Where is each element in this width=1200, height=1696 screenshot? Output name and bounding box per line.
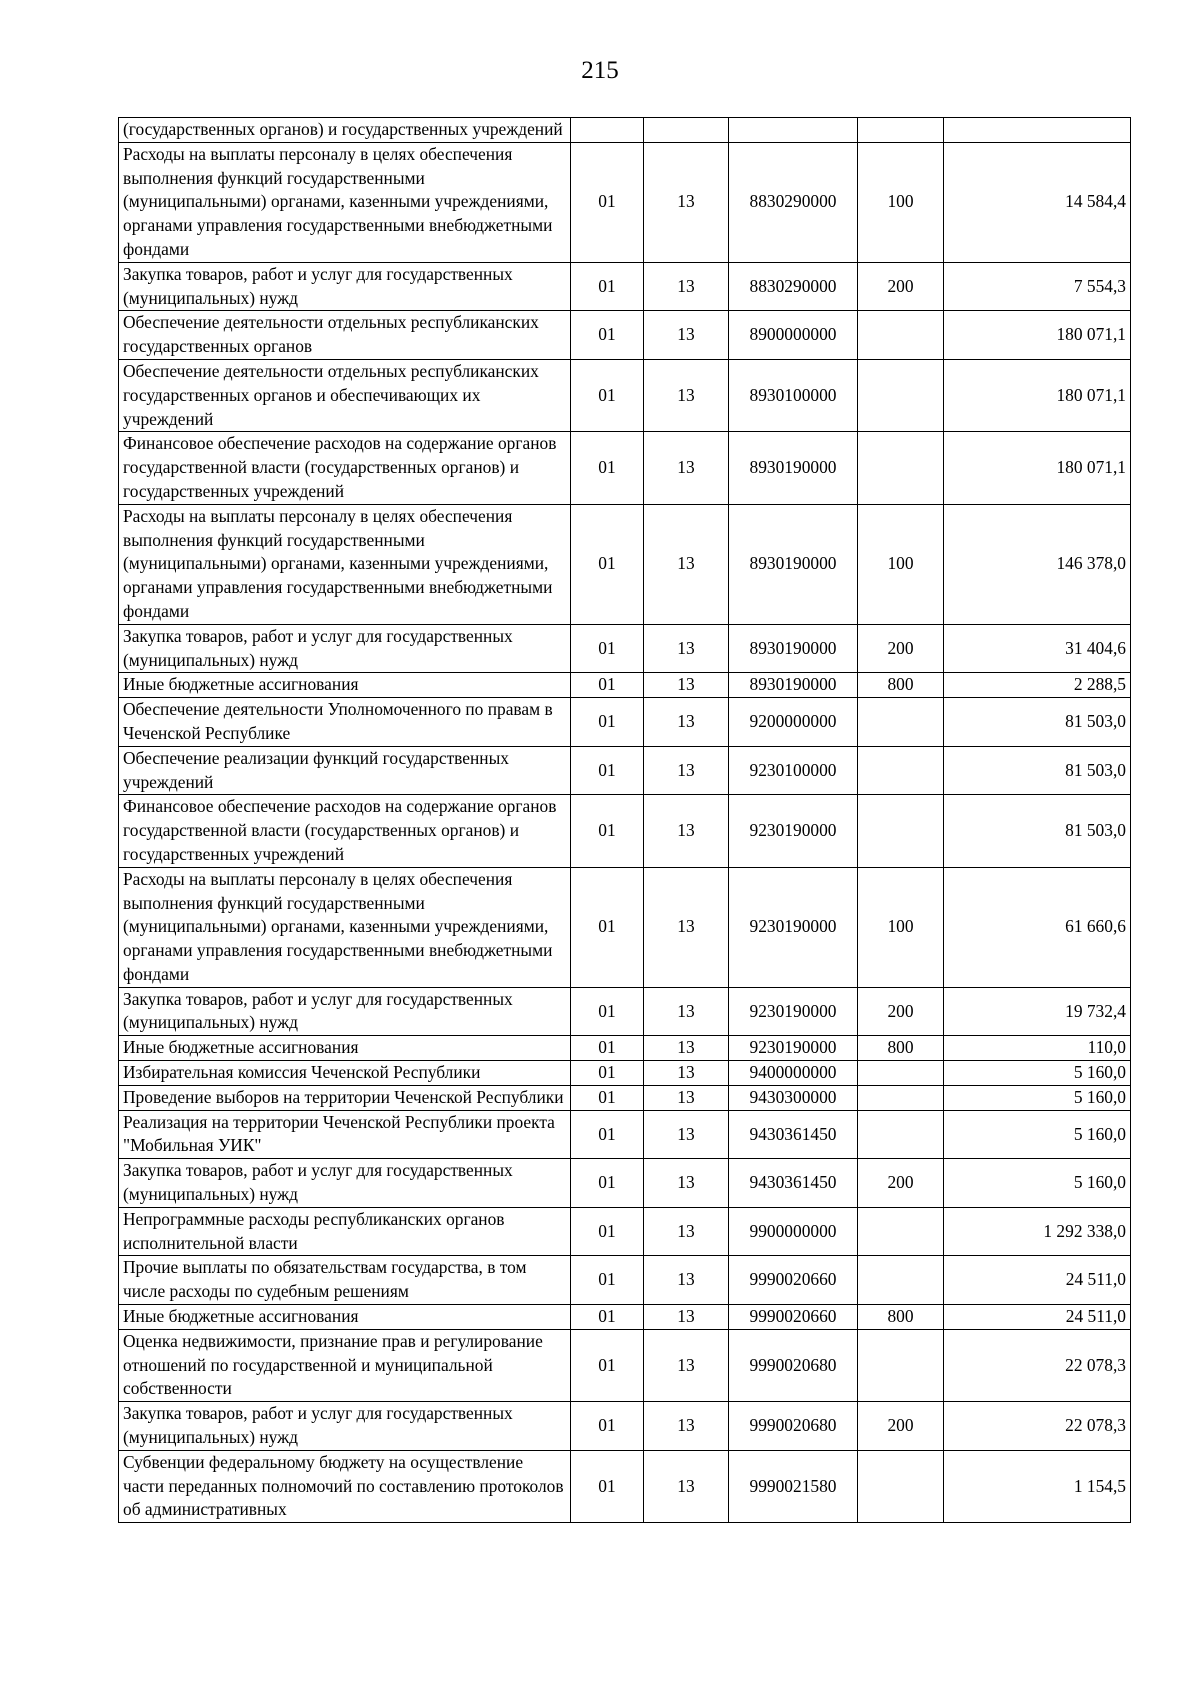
expense-type-code-cell <box>858 118 944 143</box>
subsection-code-cell: 13 <box>644 867 729 987</box>
subsection-code-cell: 13 <box>644 311 729 360</box>
expense-name-cell: (государственных органов) и государственных учреждений <box>119 118 571 143</box>
amount-cell: 180 071,1 <box>944 432 1131 504</box>
amount-cell: 1 154,5 <box>944 1450 1131 1522</box>
section-code-cell: 01 <box>571 746 644 795</box>
section-code-cell: 01 <box>571 359 644 431</box>
section-code-cell: 01 <box>571 1450 644 1522</box>
subsection-code-cell: 13 <box>644 1402 729 1451</box>
expense-type-code-cell: 100 <box>858 142 944 262</box>
section-code-cell: 01 <box>571 1402 644 1451</box>
expense-name-cell: Закупка товаров, работ и услуг для государственных (муниципальных) нужд <box>119 987 571 1036</box>
amount-cell: 61 660,6 <box>944 867 1131 987</box>
subsection-code-cell: 13 <box>644 1207 729 1256</box>
expense-name-cell: Закупка товаров, работ и услуг для государственных (муниципальных) нужд <box>119 262 571 311</box>
table-row <box>119 1207 1131 1256</box>
section-code-cell: 01 <box>571 673 644 698</box>
section-code-cell: 01 <box>571 1207 644 1256</box>
target-article-code-cell: 9990021580 <box>729 1450 858 1522</box>
table-row <box>119 262 1131 311</box>
section-code-cell: 01 <box>571 504 644 624</box>
expense-type-code-cell <box>858 1207 944 1256</box>
table-row <box>119 1036 1131 1061</box>
expense-name-cell: Обеспечение деятельности Уполномоченного по правам в Чеченской Республике <box>119 698 571 747</box>
subsection-code-cell: 13 <box>644 262 729 311</box>
expense-type-code-cell <box>858 311 944 360</box>
expense-type-code-cell: 200 <box>858 1402 944 1451</box>
amount-cell: 180 071,1 <box>944 311 1131 360</box>
expense-name-cell: Проведение выборов на территории Чеченской Республики <box>119 1085 571 1110</box>
subsection-code-cell: 13 <box>644 1159 729 1208</box>
amount-cell: 5 160,0 <box>944 1110 1131 1159</box>
subsection-code-cell: 13 <box>644 504 729 624</box>
expense-type-code-cell <box>858 1256 944 1305</box>
subsection-code-cell: 13 <box>644 1256 729 1305</box>
section-code-cell: 01 <box>571 262 644 311</box>
table-row <box>119 1329 1131 1401</box>
section-code-cell: 01 <box>571 987 644 1036</box>
expense-type-code-cell <box>858 1110 944 1159</box>
amount-cell: 1 292 338,0 <box>944 1207 1131 1256</box>
expense-type-code-cell <box>858 1329 944 1401</box>
amount-cell <box>944 118 1131 143</box>
table-row <box>119 1061 1131 1086</box>
subsection-code-cell: 13 <box>644 987 729 1036</box>
target-article-code-cell: 9200000000 <box>729 698 858 747</box>
target-article-code-cell: 8900000000 <box>729 311 858 360</box>
section-code-cell <box>571 118 644 143</box>
target-article-code-cell: 9990020660 <box>729 1256 858 1305</box>
table-row <box>119 504 1131 624</box>
target-article-code-cell: 9990020680 <box>729 1329 858 1401</box>
target-article-code-cell: 9430361450 <box>729 1159 858 1208</box>
amount-cell: 81 503,0 <box>944 698 1131 747</box>
table-row <box>119 624 1131 673</box>
expense-type-code-cell <box>858 1085 944 1110</box>
expense-name-cell: Субвенции федеральному бюджету на осуществление части переданных полномочий по составлению протоколов об административных <box>119 1450 571 1522</box>
target-article-code-cell: 9230100000 <box>729 746 858 795</box>
table-row <box>119 359 1131 431</box>
amount-cell: 110,0 <box>944 1036 1131 1061</box>
expense-type-code-cell: 100 <box>858 504 944 624</box>
amount-cell: 5 160,0 <box>944 1085 1131 1110</box>
section-code-cell: 01 <box>571 1110 644 1159</box>
target-article-code-cell: 8930190000 <box>729 432 858 504</box>
target-article-code-cell: 9900000000 <box>729 1207 858 1256</box>
expense-name-cell: Непрограммные расходы республиканских органов исполнительной власти <box>119 1207 571 1256</box>
table-row <box>119 698 1131 747</box>
section-code-cell: 01 <box>571 1305 644 1330</box>
expense-name-cell: Расходы на выплаты персоналу в целях обеспечения выполнения функций государственными (муниципальными) органами, казенными учреждениями, органами управления государственными внебюджетными фондами <box>119 504 571 624</box>
target-article-code-cell: 9230190000 <box>729 1036 858 1061</box>
table-row <box>119 1402 1131 1451</box>
target-article-code-cell: 9230190000 <box>729 795 858 867</box>
expense-name-cell: Избирательная комиссия Чеченской Республики <box>119 1061 571 1086</box>
table-row <box>119 142 1131 262</box>
expense-type-code-cell <box>858 1061 944 1086</box>
expense-name-cell: Иные бюджетные ассигнования <box>119 673 571 698</box>
subsection-code-cell <box>644 118 729 143</box>
table-row <box>119 987 1131 1036</box>
page-number: 215 <box>581 57 619 84</box>
subsection-code-cell: 13 <box>644 795 729 867</box>
expense-name-cell: Закупка товаров, работ и услуг для государственных (муниципальных) нужд <box>119 1159 571 1208</box>
subsection-code-cell: 13 <box>644 1110 729 1159</box>
target-article-code-cell: 9230190000 <box>729 987 858 1036</box>
table-row <box>119 432 1131 504</box>
subsection-code-cell: 13 <box>644 1061 729 1086</box>
table-row <box>119 311 1131 360</box>
expense-name-cell: Обеспечение деятельности отдельных республиканских государственных органов <box>119 311 571 360</box>
expense-name-cell: Финансовое обеспечение расходов на содержание органов государственной власти (государственных органов) и государственных учреждений <box>119 795 571 867</box>
subsection-code-cell: 13 <box>644 1329 729 1401</box>
table-row <box>119 1450 1131 1522</box>
target-article-code-cell: 9400000000 <box>729 1061 858 1086</box>
section-code-cell: 01 <box>571 1159 644 1208</box>
expense-type-code-cell: 800 <box>858 1305 944 1330</box>
section-code-cell: 01 <box>571 432 644 504</box>
amount-cell: 146 378,0 <box>944 504 1131 624</box>
section-code-cell: 01 <box>571 867 644 987</box>
section-code-cell: 01 <box>571 311 644 360</box>
expense-name-cell: Иные бюджетные ассигнования <box>119 1036 571 1061</box>
subsection-code-cell: 13 <box>644 432 729 504</box>
target-article-code-cell: 9430361450 <box>729 1110 858 1159</box>
section-code-cell: 01 <box>571 1256 644 1305</box>
expense-name-cell: Расходы на выплаты персоналу в целях обеспечения выполнения функций государственными (муниципальными) органами, казенными учреждениями, органами управления государственными внебюджетными фондами <box>119 867 571 987</box>
expense-name-cell: Иные бюджетные ассигнования <box>119 1305 571 1330</box>
expense-type-code-cell <box>858 1450 944 1522</box>
subsection-code-cell: 13 <box>644 1085 729 1110</box>
budget-table <box>118 117 1131 1523</box>
amount-cell: 2 288,5 <box>944 673 1131 698</box>
target-article-code-cell: 8830290000 <box>729 142 858 262</box>
subsection-code-cell: 13 <box>644 1305 729 1330</box>
amount-cell: 5 160,0 <box>944 1159 1131 1208</box>
target-article-code-cell: 9990020680 <box>729 1402 858 1451</box>
amount-cell: 14 584,4 <box>944 142 1131 262</box>
table-row <box>119 867 1131 987</box>
expense-name-cell: Расходы на выплаты персоналу в целях обеспечения выполнения функций государственными (муниципальными) органами, казенными учреждениями, органами управления государственными внебюджетными фондами <box>119 142 571 262</box>
subsection-code-cell: 13 <box>644 142 729 262</box>
target-article-code-cell: 9230190000 <box>729 867 858 987</box>
expense-type-code-cell: 200 <box>858 624 944 673</box>
expense-type-code-cell <box>858 359 944 431</box>
expense-type-code-cell <box>858 795 944 867</box>
expense-type-code-cell: 800 <box>858 1036 944 1061</box>
table-row <box>119 795 1131 867</box>
expense-name-cell: Прочие выплаты по обязательствам государства, в том числе расходы по судебным решениям <box>119 1256 571 1305</box>
expense-name-cell: Финансовое обеспечение расходов на содержание органов государственной власти (государственных органов) и государственных учреждений <box>119 432 571 504</box>
table-row <box>119 1305 1131 1330</box>
subsection-code-cell: 13 <box>644 1450 729 1522</box>
expense-type-code-cell <box>858 698 944 747</box>
section-code-cell: 01 <box>571 698 644 747</box>
expense-type-code-cell: 100 <box>858 867 944 987</box>
amount-cell: 5 160,0 <box>944 1061 1131 1086</box>
expense-type-code-cell <box>858 746 944 795</box>
subsection-code-cell: 13 <box>644 746 729 795</box>
target-article-code-cell: 8930190000 <box>729 504 858 624</box>
target-article-code-cell: 8930190000 <box>729 624 858 673</box>
expense-name-cell: Обеспечение деятельности отдельных республиканских государственных органов и обеспечивающих их учреждений <box>119 359 571 431</box>
table-row <box>119 1256 1131 1305</box>
amount-cell: 22 078,3 <box>944 1402 1131 1451</box>
amount-cell: 31 404,6 <box>944 624 1131 673</box>
subsection-code-cell: 13 <box>644 359 729 431</box>
target-article-code-cell: 9990020660 <box>729 1305 858 1330</box>
table-row <box>119 118 1131 143</box>
amount-cell: 81 503,0 <box>944 795 1131 867</box>
expense-type-code-cell: 200 <box>858 987 944 1036</box>
subsection-code-cell: 13 <box>644 624 729 673</box>
amount-cell: 7 554,3 <box>944 262 1131 311</box>
budget-table-body <box>119 118 1131 1523</box>
table-row <box>119 1110 1131 1159</box>
target-article-code-cell <box>729 118 858 143</box>
expense-name-cell: Закупка товаров, работ и услуг для государственных (муниципальных) нужд <box>119 624 571 673</box>
subsection-code-cell: 13 <box>644 1036 729 1061</box>
expense-name-cell: Оценка недвижимости, признание прав и регулирование отношений по государственной и муниципальной собственности <box>119 1329 571 1401</box>
section-code-cell: 01 <box>571 142 644 262</box>
section-code-cell: 01 <box>571 624 644 673</box>
amount-cell: 24 511,0 <box>944 1256 1131 1305</box>
subsection-code-cell: 13 <box>644 698 729 747</box>
target-article-code-cell: 9430300000 <box>729 1085 858 1110</box>
subsection-code-cell: 13 <box>644 673 729 698</box>
target-article-code-cell: 8930190000 <box>729 673 858 698</box>
target-article-code-cell: 8930100000 <box>729 359 858 431</box>
expense-name-cell: Обеспечение реализации функций государственных учреждений <box>119 746 571 795</box>
section-code-cell: 01 <box>571 795 644 867</box>
section-code-cell: 01 <box>571 1036 644 1061</box>
expense-type-code-cell: 200 <box>858 1159 944 1208</box>
amount-cell: 180 071,1 <box>944 359 1131 431</box>
amount-cell: 81 503,0 <box>944 746 1131 795</box>
expense-type-code-cell: 800 <box>858 673 944 698</box>
table-row <box>119 1085 1131 1110</box>
amount-cell: 22 078,3 <box>944 1329 1131 1401</box>
section-code-cell: 01 <box>571 1329 644 1401</box>
amount-cell: 19 732,4 <box>944 987 1131 1036</box>
expense-name-cell: Закупка товаров, работ и услуг для государственных (муниципальных) нужд <box>119 1402 571 1451</box>
table-row <box>119 1159 1131 1208</box>
target-article-code-cell: 8830290000 <box>729 262 858 311</box>
section-code-cell: 01 <box>571 1061 644 1086</box>
amount-cell: 24 511,0 <box>944 1305 1131 1330</box>
expense-name-cell: Реализация на территории Чеченской Республики проекта "Мобильная УИК" <box>119 1110 571 1159</box>
section-code-cell: 01 <box>571 1085 644 1110</box>
table-row <box>119 746 1131 795</box>
expense-type-code-cell: 200 <box>858 262 944 311</box>
expense-type-code-cell <box>858 432 944 504</box>
table-row <box>119 673 1131 698</box>
